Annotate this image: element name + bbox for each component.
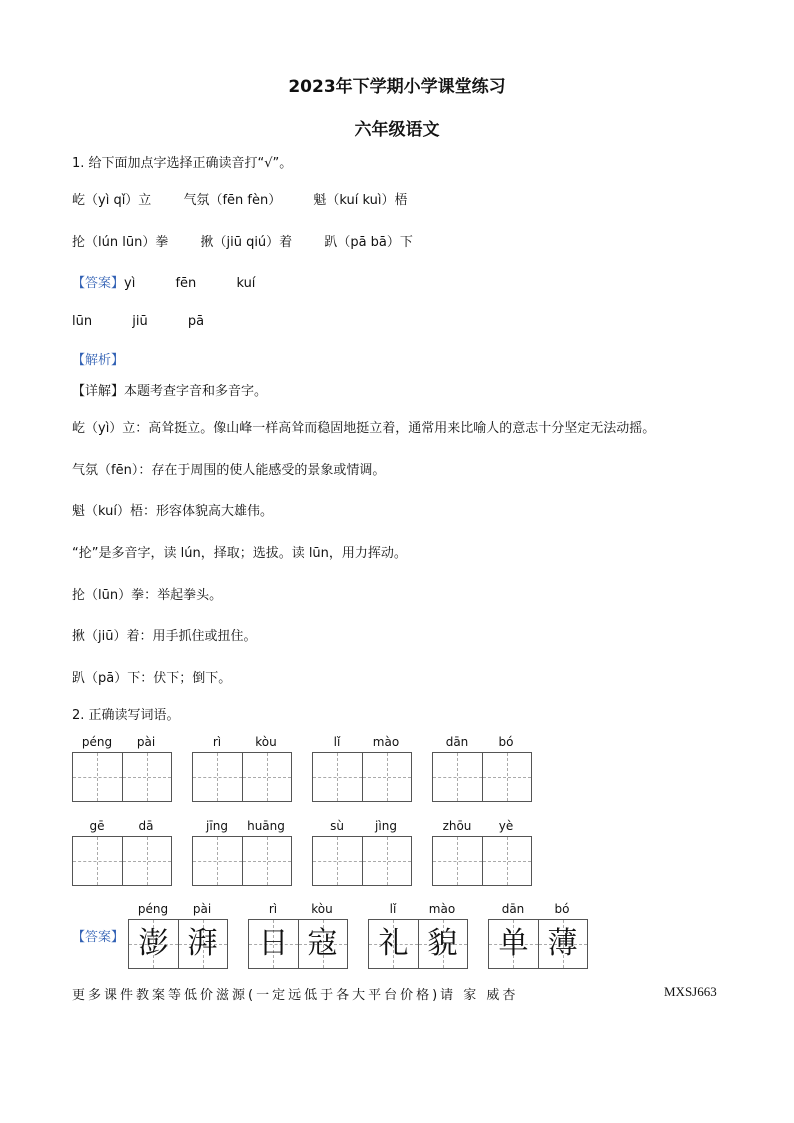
analysis-label: 【解析】 [72, 353, 125, 368]
tian-grid-boxes[interactable] [432, 752, 532, 802]
pinyin: dān [501, 902, 525, 916]
pinyin: bó [498, 735, 514, 749]
answer-char: 澎 [138, 926, 169, 961]
pinyin: jīng [206, 819, 228, 833]
pinyin: rì [212, 735, 222, 749]
detail-line [72, 380, 267, 399]
tian-grid-boxes[interactable] [432, 836, 532, 886]
explanation-line: 气氛（fēn）：存在于周围的使人能感受的景象或情调。 [72, 463, 386, 478]
answer-item: pā [187, 314, 205, 329]
answer-char: 湃 [187, 926, 218, 961]
pinyin: gē [89, 819, 105, 833]
tian-grid-boxes[interactable] [72, 836, 172, 886]
option-item: 气氛（fēn fèn） [183, 193, 282, 208]
answer-item: lūn [72, 314, 93, 329]
tian-grid-boxes[interactable] [192, 752, 292, 802]
option-item: 屹（yì qǐ）立 [72, 193, 152, 208]
tian-grid-boxes[interactable] [72, 752, 172, 802]
pinyin: sù [330, 819, 344, 833]
page-subtitle: 六年级语文 [354, 120, 440, 140]
answer-char: 礼 [378, 926, 409, 961]
question-1-prompt: 1. 给下面加点字选择正确读音打“√”。 [72, 156, 293, 171]
pinyin: pài [192, 902, 212, 916]
explanation-line: 魁（kuí）梧：形容体貌高大雄伟。 [72, 504, 273, 519]
pinyin: mào [372, 735, 400, 749]
pinyin: yè [498, 819, 514, 833]
answer-boxes [128, 919, 228, 969]
pinyin: péng [137, 902, 169, 916]
page-title: 2023年下学期小学课堂练习 [288, 77, 506, 97]
tian-grid-boxes[interactable] [312, 836, 412, 886]
option-item: 魁（kuí kuì）梧 [313, 193, 408, 208]
pinyin: dā [138, 819, 154, 833]
option-item: 趴（pā bā）下 [324, 235, 413, 250]
tian-grid-boxes[interactable] [312, 752, 412, 802]
question-1-answer-row-1 [72, 272, 255, 291]
pinyin: péng [81, 735, 113, 749]
answer-boxes [368, 919, 468, 969]
question-1-row-1 [72, 189, 407, 208]
option-item: 揪（jiū qiú）着 [200, 235, 293, 250]
answer-char: 貌 [427, 926, 458, 961]
answer-item: kuí [236, 276, 256, 291]
question-1-answer-row-2 [72, 314, 204, 329]
tian-grid-boxes[interactable] [192, 836, 292, 886]
pinyin: zhōu [442, 819, 472, 833]
answer-char: 单 [498, 926, 529, 961]
question-1-row-2 [72, 231, 413, 250]
explanation-line: 揪（jiū）着：用手抓住或扭住。 [72, 629, 257, 644]
footer-code: MXSJ663 [664, 984, 717, 999]
pinyin: lǐ [333, 735, 341, 749]
question-2-prompt: 2. 正确读写词语。 [72, 708, 180, 723]
explanation-line: 趴（pā）下：伏下；倒下。 [72, 671, 232, 686]
answer-item: fēn [175, 276, 197, 291]
pinyin: dān [445, 735, 469, 749]
answer-char: 寇 [307, 926, 338, 961]
answer-label: 【答案】 [72, 276, 125, 291]
pinyin: kòu [255, 735, 277, 749]
pinyin: jìng [375, 819, 397, 833]
answer-boxes [488, 919, 588, 969]
answer-char: 薄 [547, 926, 578, 961]
option-item: 抡（lún lūn）拳 [72, 235, 169, 250]
pinyin: lǐ [389, 902, 397, 916]
answer-char: 日 [258, 926, 289, 961]
pinyin: kòu [311, 902, 333, 916]
answer-item: yì [124, 276, 136, 291]
answer-item: jiū [132, 314, 148, 329]
pinyin: mào [428, 902, 456, 916]
q2-answer-label: 【答案】 [72, 930, 125, 945]
pinyin: bó [554, 902, 570, 916]
explanation-line: 屹（yì）立：高耸挺立。像山峰一样高耸而稳固地挺立着，通常用来比喻人的意志十分坚定无法动摇。 [72, 421, 656, 436]
pinyin: huāng [247, 819, 285, 833]
explanation-line: “抡”是多音字，读 lún，择取；选拔。读 lūn，用力挥动。 [72, 546, 407, 561]
detail-text: 本题考查字音和多音字。 [124, 384, 268, 399]
pinyin: rì [268, 902, 278, 916]
detail-label: 【详解】 [72, 384, 125, 399]
pinyin: pài [136, 735, 156, 749]
footer-text: 更多课件教案等低价滋源(一定远低于各大平台价格)请 家 威杏 [72, 988, 519, 1003]
explanation-line: 抡（lūn）拳：举起拳头。 [72, 588, 223, 603]
answer-boxes [248, 919, 348, 969]
